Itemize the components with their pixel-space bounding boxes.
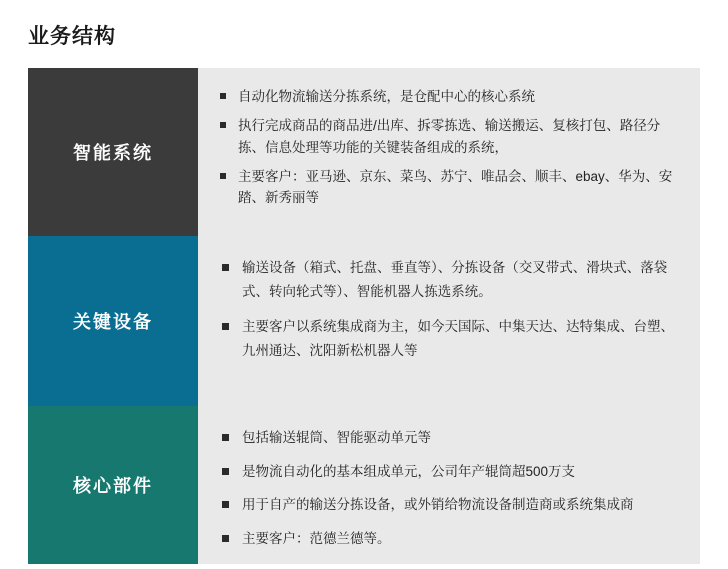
table-row xyxy=(28,236,700,406)
business-structure-table xyxy=(28,68,700,564)
page-title: 业务结构 xyxy=(28,25,116,48)
list-item: 执行完成商品的商品进/出库、拆零拣选、输送搬运、复核打包、路径分拣、信息处理等功能的关键装备组成的系统， xyxy=(220,115,676,159)
bullet-list xyxy=(220,86,676,209)
table-row xyxy=(28,68,700,236)
list-item: 用于自产的输送分拣设备，或外销给物流设备制造商或系统集成商 xyxy=(220,493,676,517)
bullet-list xyxy=(220,426,676,551)
row-label-text: 核心部件 xyxy=(73,476,153,496)
row-content-intelligent-system xyxy=(198,68,700,236)
list-item: 包括输送辊筒、智能驱动单元等 xyxy=(220,426,676,450)
row-content-core-components xyxy=(198,406,700,564)
list-item: 主要客户：范德兰德等。 xyxy=(220,527,676,551)
row-label-intelligent-system xyxy=(28,68,198,236)
table-row xyxy=(28,406,700,564)
row-label-text: 关键设备 xyxy=(73,312,153,332)
row-content-key-equipment xyxy=(198,236,700,406)
list-item: 主要客户：亚马逊、京东、菜鸟、苏宁、唯品会、顺丰、ebay、华为、安踏、新秀丽等 xyxy=(220,166,676,210)
list-item: 自动化物流输送分拣系统，是仓配中心的核心系统 xyxy=(220,86,676,108)
list-item: 是物流自动化的基本组成单元，公司年产辊筒超500万支 xyxy=(220,460,676,484)
row-label-core-components xyxy=(28,406,198,564)
row-label-text: 智能系统 xyxy=(73,143,153,163)
row-label-key-equipment xyxy=(28,236,198,406)
list-item: 主要客户以系统集成商为主，如今天国际、中集天达、达特集成、台塑、九州通达、沈阳新松机器人等 xyxy=(220,315,676,362)
list-item: 输送设备（箱式、托盘、垂直等）、分拣设备（交叉带式、滑块式、落袋式、转向轮式等）、智能机器人拣选系统。 xyxy=(220,256,676,303)
bullet-list xyxy=(220,256,676,363)
